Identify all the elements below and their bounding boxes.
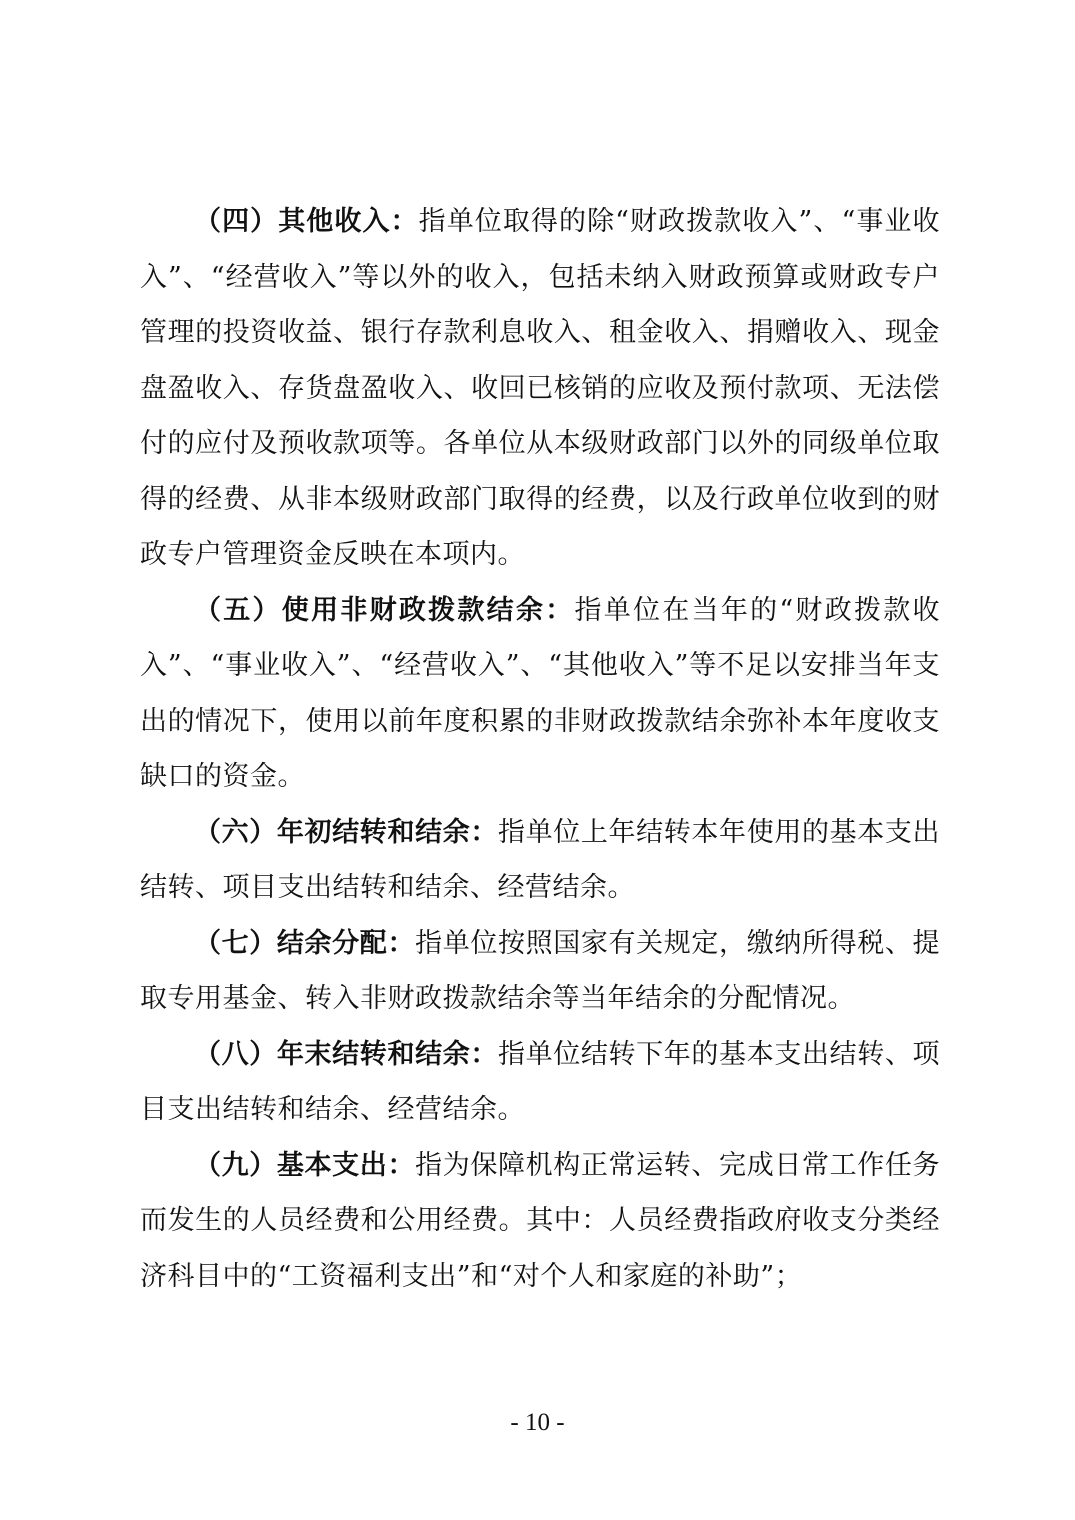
paragraph-closing-balance — [140, 1027, 940, 1138]
term-definition: 指单位结转下年的基本支出结转、项目支出结转和结余、经营结余。 — [140, 1038, 941, 1125]
term-heading: （四）其他收入： — [194, 206, 419, 237]
term-definition: 指单位按照国家有关规定，缴纳所得税、提取专用基金、转入非财政拨款结余等当年结余的分配情况。 — [140, 927, 941, 1014]
term-definition: 指单位在当年的“财政拨款收入”、“事业收入”、“经营收入”、“其他收入”等不足以安排当年支出的情况下，使用以前年度积累的非财政拨款结余弥补本年度收支缺口的资金。 — [140, 594, 940, 792]
term-heading: （五）使用非财政拨款结余： — [194, 594, 575, 626]
term-heading: （八）年末结转和结余： — [194, 1038, 498, 1070]
term-definition: 指为保障机构正常运转、完成日常工作任务而发生的人员经费和公用经费。其中：人员经费指政府收支分类经济科目中的“工资福利支出”和“对个人和家庭的补助”； — [140, 1149, 941, 1292]
paragraph-basic-expenditure — [140, 1138, 940, 1305]
term-definition: 指单位上年结转本年使用的基本支出结转、项目支出结转和结余、经营结余。 — [140, 816, 941, 903]
paragraph-non-fiscal-balance — [140, 583, 940, 805]
paragraph-balance-distribution — [140, 916, 940, 1027]
paragraph-other-income — [140, 194, 940, 583]
term-heading: （六）年初结转和结余： — [194, 816, 498, 848]
term-heading: （九）基本支出： — [194, 1149, 416, 1181]
page-number: - 10 - — [510, 1409, 565, 1436]
document-body — [140, 194, 940, 1304]
paragraph-opening-balance — [140, 805, 940, 916]
term-definition: 指单位取得的除“财政拨款收入”、“事业收入”、“经营收入”等以外的收入，包括未纳入财政预算或财政专户管理的投资收益、银行存款利息收入、租金收入、捐赠收入、现金盘盈收入、存货盘盈收入、收回已核销的应收及预付款项、无法偿付的应付及预收款项等。各单位从本级财政部门以外的同级单位取得的经费、从非本级财政部门取得的经费，以及行政单位收到的财政专户管理资金反映在本项内。 — [140, 206, 940, 570]
term-heading: （七）结余分配： — [194, 927, 416, 959]
